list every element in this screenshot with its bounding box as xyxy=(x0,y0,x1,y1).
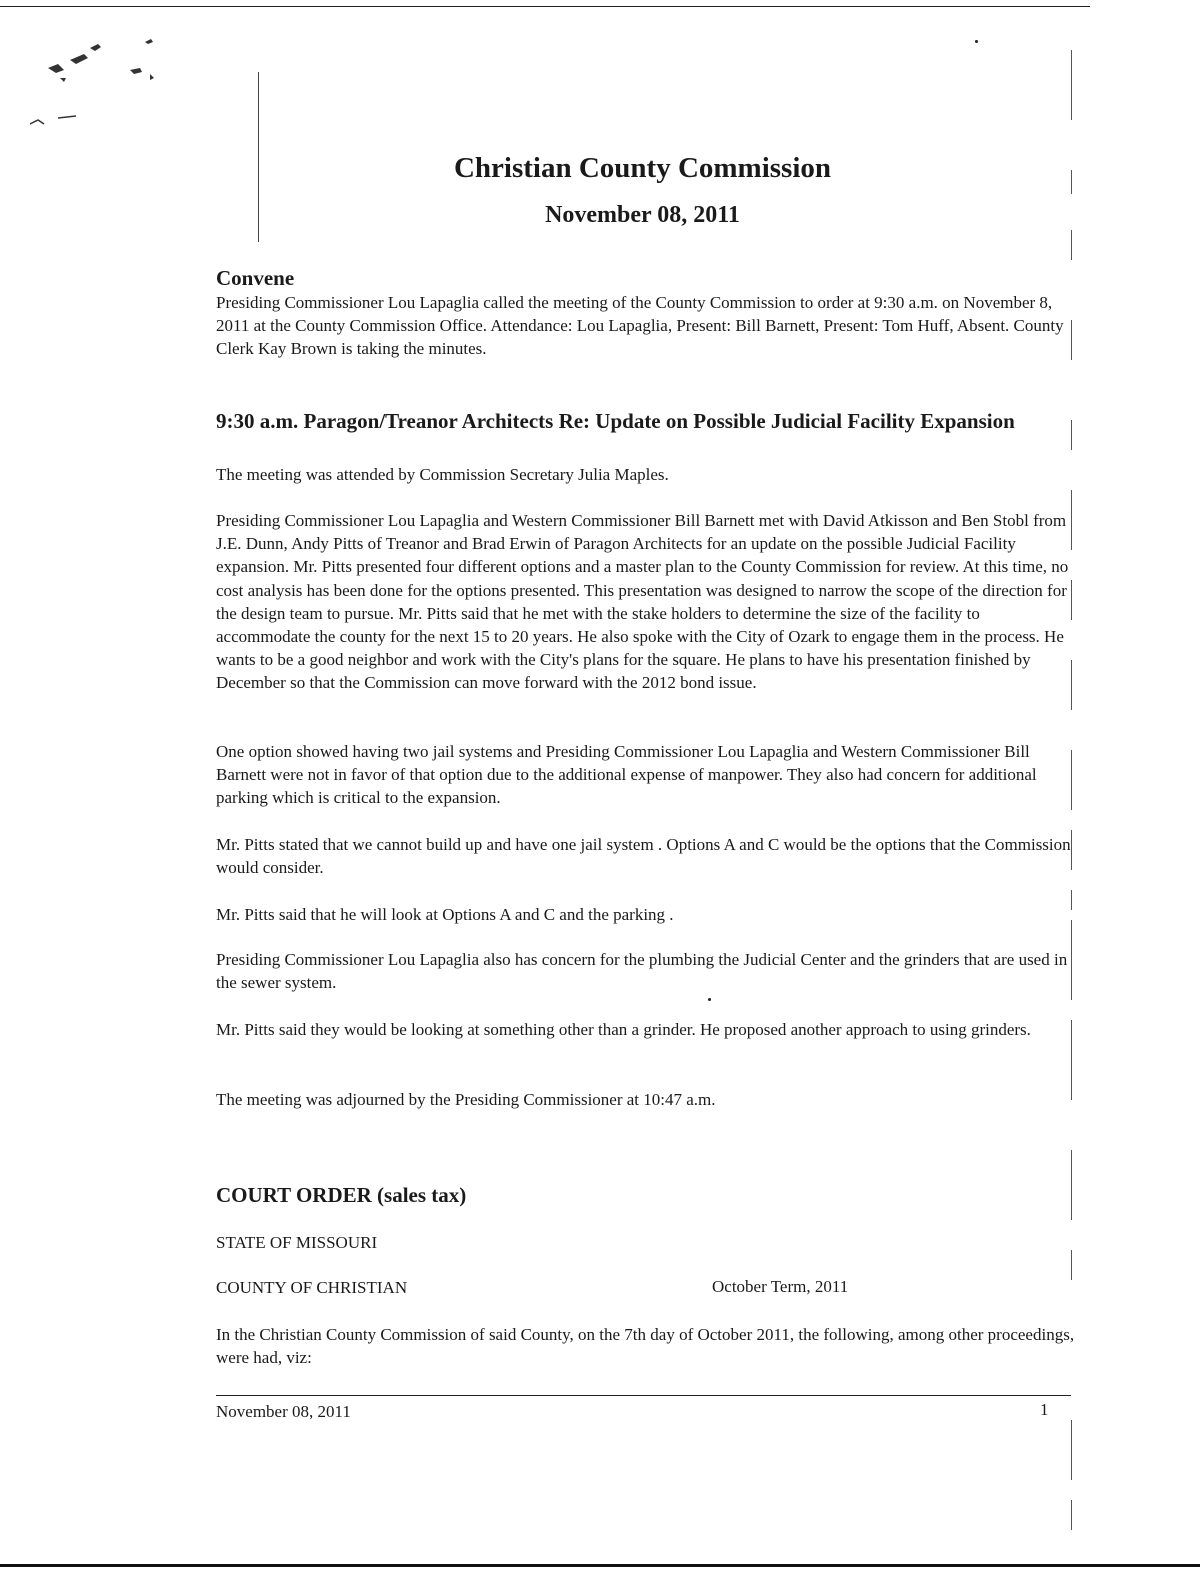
scan-speck xyxy=(975,40,978,43)
agenda-paragraph: Mr. Pitts stated that we cannot build up and have one jail system . Options A and C would be the options that the Commission would consider. xyxy=(216,835,1071,878)
agenda-paragraph: Mr. Pitts said they would be looking at something other than a grinder. He proposed another approach to using grinders. xyxy=(216,1020,1031,1039)
scan-smudge-marks xyxy=(30,30,170,130)
document-title: Christian County Commission xyxy=(453,152,832,184)
court-order-state: STATE OF MISSOURI xyxy=(216,1233,378,1252)
court-order-county: COUNTY OF CHRISTIAN xyxy=(216,1278,408,1297)
adjournment-paragraph: The meeting was adjourned by the Presiding Commissioner at 10:47 a.m. xyxy=(216,1090,716,1109)
footer-date: November 08, 2011 xyxy=(216,1402,351,1421)
agenda-paragraph: One option showed having two jail systems and Presiding Commissioner Lou Lapaglia and Western Commissioner Bill Barnett were not in favor of that option due to the additional expense of manpower. They also had concern for additional parking which is critical to the expansion. xyxy=(216,742,1037,808)
section-heading-court-order: COURT ORDER (sales tax) xyxy=(216,1183,467,1207)
court-order-term: October Term, 2011 xyxy=(712,1277,849,1296)
section-heading-agenda-item: 9:30 a.m. Paragon/Treanor Architects Re: Update on Possible Judicial Facility Expansion xyxy=(216,409,1015,433)
scan-top-edge xyxy=(0,6,1090,7)
court-order-paragraph: In the Christian County Commission of said County, on the 7th day of October 2011, the following, among other proceedings, were had, viz: xyxy=(216,1325,1075,1368)
agenda-paragraph: Mr. Pitts said that he will look at Options A and C and the parking . xyxy=(216,905,674,924)
convene-paragraph: Presiding Commissioner Lou Lapaglia called the meeting of the County Commission to order at 9:30 a.m. on November 8, 2011 at the County Commission Office. Attendance: Lou Lapaglia, Present: Bill Barnett, Present: Tom Huff, Absent. County Clerk Kay Brown is taking the minutes. xyxy=(216,293,1064,359)
page-number: 1 xyxy=(1040,1400,1049,1419)
footer-rule xyxy=(216,1395,1071,1396)
scan-bottom-edge xyxy=(0,1564,1200,1567)
agenda-paragraph: The meeting was attended by Commission Secretary Julia Maples. xyxy=(216,465,669,484)
scan-speck xyxy=(708,998,711,1001)
agenda-paragraph: Presiding Commissioner Lou Lapaglia also has concern for the plumbing the Judicial Center and the grinders that are used in the sewer system. xyxy=(216,950,1068,993)
document-date: November 08, 2011 xyxy=(545,202,740,228)
section-heading-convene: Convene xyxy=(216,266,295,290)
agenda-paragraph: Presiding Commissioner Lou Lapaglia and Western Commissioner Bill Barnett met with David Atkisson and Ben Stobl from J.E. Dunn, Andy Pitts of Treanor and Brad Erwin of Paragon Architects for an update on the possible Judicial Facility expansion. Mr. Pitts presented four different options and a master plan to the County Commission for review. At this time, no cost analysis has been done for the options presented. This presentation was designed to narrow the scope of the direction for the design team to pursue. Mr. Pitts said that he met with the stake holders to determine the size of the facility to accommodate the county for the next 15 to 20 years. He also spoke with the City of Ozark to engage them in the process. He wants to be a good neighbor and work with the City's plans for the square. He plans to have his presentation finished by December so that the Commission can move forward with the 2012 bond issue. xyxy=(216,511,1069,693)
